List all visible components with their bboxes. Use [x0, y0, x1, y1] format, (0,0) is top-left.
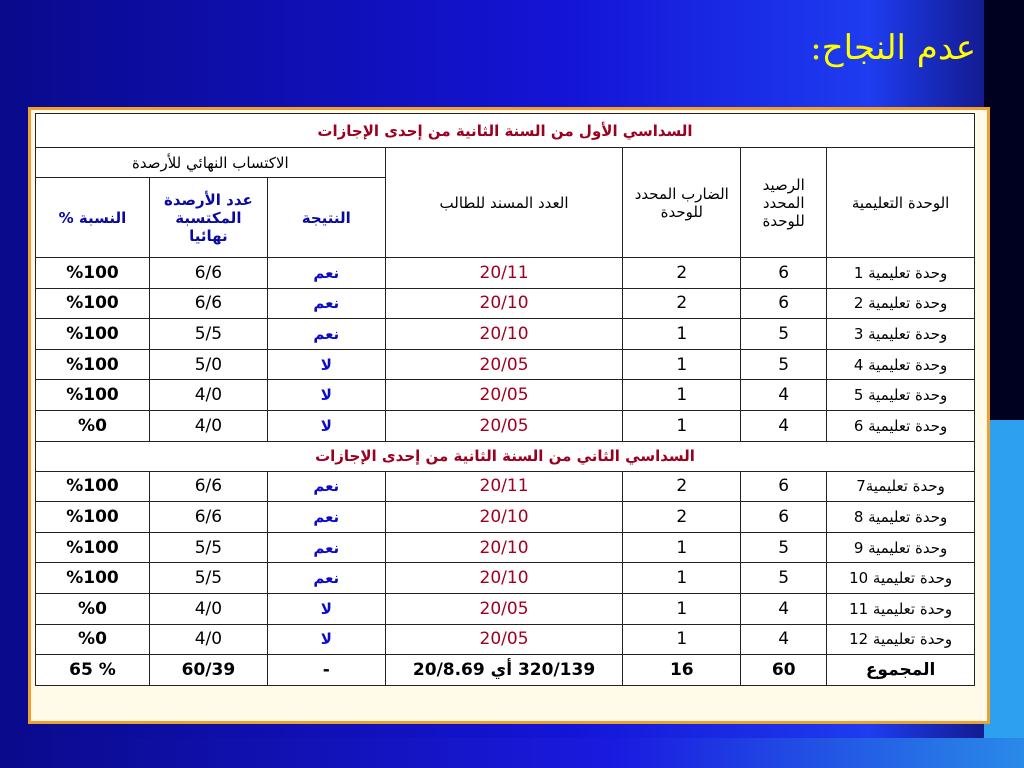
balance-cell: 4	[741, 624, 827, 655]
decorative-bottom-band	[0, 738, 1024, 768]
coefficient-cell: 1	[623, 349, 741, 380]
coefficient-cell: 2	[623, 502, 741, 533]
balance-cell: 5	[741, 532, 827, 563]
balance-cell: 4	[741, 380, 827, 411]
grade-cell: 20/10	[385, 502, 623, 533]
result-cell: لا	[267, 410, 385, 441]
unit-cell: وحدة تعليمية 5	[827, 380, 975, 411]
grade-cell: 20/05	[385, 349, 623, 380]
credits-cell: 5/0	[149, 349, 267, 380]
results-table	[35, 113, 975, 686]
total-label: المجموع	[827, 655, 975, 686]
credits-cell: 4/0	[149, 380, 267, 411]
header-result: النتيجة	[267, 178, 385, 258]
credits-cell: 5/5	[149, 532, 267, 563]
unit-cell: وحدة تعليمية 11	[827, 593, 975, 624]
table-row	[36, 319, 975, 350]
balance-cell: 5	[741, 563, 827, 594]
total-balance: 60	[741, 655, 827, 686]
slide-title: عدم النجاح:	[810, 28, 976, 68]
header-coefficient: الضارب المحدد للوحدة	[623, 148, 741, 258]
table-row	[36, 532, 975, 563]
unit-cell: وحدة تعليمية 6	[827, 410, 975, 441]
balance-cell: 6	[741, 502, 827, 533]
grade-cell: 20/10	[385, 319, 623, 350]
percentage-cell: %100	[36, 288, 150, 319]
table-row	[36, 410, 975, 441]
coefficient-cell: 1	[623, 319, 741, 350]
table-row	[36, 593, 975, 624]
percentage-cell: %100	[36, 532, 150, 563]
percentage-cell: %0	[36, 410, 150, 441]
balance-cell: 6	[741, 258, 827, 289]
grade-cell: 20/05	[385, 593, 623, 624]
table-frame	[28, 107, 990, 724]
table-row	[36, 624, 975, 655]
coefficient-cell: 1	[623, 593, 741, 624]
result-cell: نعم	[267, 471, 385, 502]
unit-cell: وحدة تعليمية 4	[827, 349, 975, 380]
header-assigned-grade: العدد المسند للطالب	[385, 148, 623, 258]
decorative-light-bar	[984, 420, 1024, 768]
coefficient-cell: 1	[623, 532, 741, 563]
semester1-heading: السداسي الأول من السنة الثانية من إحدى الإجازات	[36, 114, 975, 148]
percentage-cell: %0	[36, 624, 150, 655]
result-cell: نعم	[267, 532, 385, 563]
credits-cell: 5/5	[149, 319, 267, 350]
unit-cell: وحدة تعليمية 3	[827, 319, 975, 350]
result-cell: لا	[267, 593, 385, 624]
grade-cell: 20/05	[385, 410, 623, 441]
percentage-cell: %100	[36, 380, 150, 411]
result-cell: لا	[267, 349, 385, 380]
result-cell: نعم	[267, 288, 385, 319]
result-cell: لا	[267, 380, 385, 411]
header-percentage: النسبة %	[36, 178, 150, 258]
header-credits-acquired: عدد الأرصدة المكتسبة نهائيا	[149, 178, 267, 258]
total-credits: 60/39	[149, 655, 267, 686]
grade-cell: 20/10	[385, 563, 623, 594]
unit-cell: وحدة تعليمية7	[827, 471, 975, 502]
header-unit: الوحدة التعليمية	[827, 148, 975, 258]
header-final-acquisition: الاكتساب النهائي للأرصدة	[36, 148, 386, 178]
grade-cell: 20/11	[385, 258, 623, 289]
balance-cell: 5	[741, 319, 827, 350]
coefficient-cell: 1	[623, 563, 741, 594]
grade-cell: 20/10	[385, 532, 623, 563]
grade-cell: 20/11	[385, 471, 623, 502]
result-cell: نعم	[267, 319, 385, 350]
grade-cell: 20/05	[385, 380, 623, 411]
balance-cell: 4	[741, 410, 827, 441]
balance-cell: 5	[741, 349, 827, 380]
balance-cell: 6	[741, 288, 827, 319]
credits-cell: 6/6	[149, 258, 267, 289]
table-row	[36, 563, 975, 594]
decorative-dark-bar	[984, 0, 1024, 420]
percentage-cell: %100	[36, 319, 150, 350]
credits-cell: 6/6	[149, 288, 267, 319]
unit-cell: وحدة تعليمية 1	[827, 258, 975, 289]
result-cell: نعم	[267, 563, 385, 594]
percentage-cell: %100	[36, 502, 150, 533]
coefficient-cell: 2	[623, 288, 741, 319]
result-cell: نعم	[267, 502, 385, 533]
credits-cell: 6/6	[149, 502, 267, 533]
unit-cell: وحدة تعليمية 9	[827, 532, 975, 563]
grade-cell: 20/05	[385, 624, 623, 655]
credits-cell: 6/6	[149, 471, 267, 502]
credits-cell: 4/0	[149, 410, 267, 441]
coefficient-cell: 2	[623, 258, 741, 289]
balance-cell: 6	[741, 471, 827, 502]
coefficient-cell: 2	[623, 471, 741, 502]
coefficient-cell: 1	[623, 410, 741, 441]
grade-cell: 20/10	[385, 288, 623, 319]
total-result: -	[267, 655, 385, 686]
table-row	[36, 502, 975, 533]
unit-cell: وحدة تعليمية 8	[827, 502, 975, 533]
balance-cell: 4	[741, 593, 827, 624]
table-row	[36, 258, 975, 289]
unit-cell: وحدة تعليمية 2	[827, 288, 975, 319]
unit-cell: وحدة تعليمية 12	[827, 624, 975, 655]
unit-cell: وحدة تعليمية 10	[827, 563, 975, 594]
result-cell: لا	[267, 624, 385, 655]
result-cell: نعم	[267, 258, 385, 289]
total-row	[36, 655, 975, 686]
table-row	[36, 349, 975, 380]
total-grade: 320/139 أي 20/8.69	[385, 655, 623, 686]
credits-cell: 5/5	[149, 563, 267, 594]
semester2-heading: السداسي الثاني من السنة الثانية من إحدى الإجازات	[36, 441, 975, 471]
percentage-cell: %100	[36, 258, 150, 289]
total-percentage: % 65	[36, 655, 150, 686]
percentage-cell: %100	[36, 471, 150, 502]
total-coefficient: 16	[623, 655, 741, 686]
coefficient-cell: 1	[623, 624, 741, 655]
header-balance: الرصيد المحدد للوحدة	[741, 148, 827, 258]
coefficient-cell: 1	[623, 380, 741, 411]
table-row	[36, 380, 975, 411]
percentage-cell: %0	[36, 593, 150, 624]
percentage-cell: %100	[36, 349, 150, 380]
table-row	[36, 471, 975, 502]
credits-cell: 4/0	[149, 624, 267, 655]
table-row	[36, 288, 975, 319]
credits-cell: 4/0	[149, 593, 267, 624]
percentage-cell: %100	[36, 563, 150, 594]
